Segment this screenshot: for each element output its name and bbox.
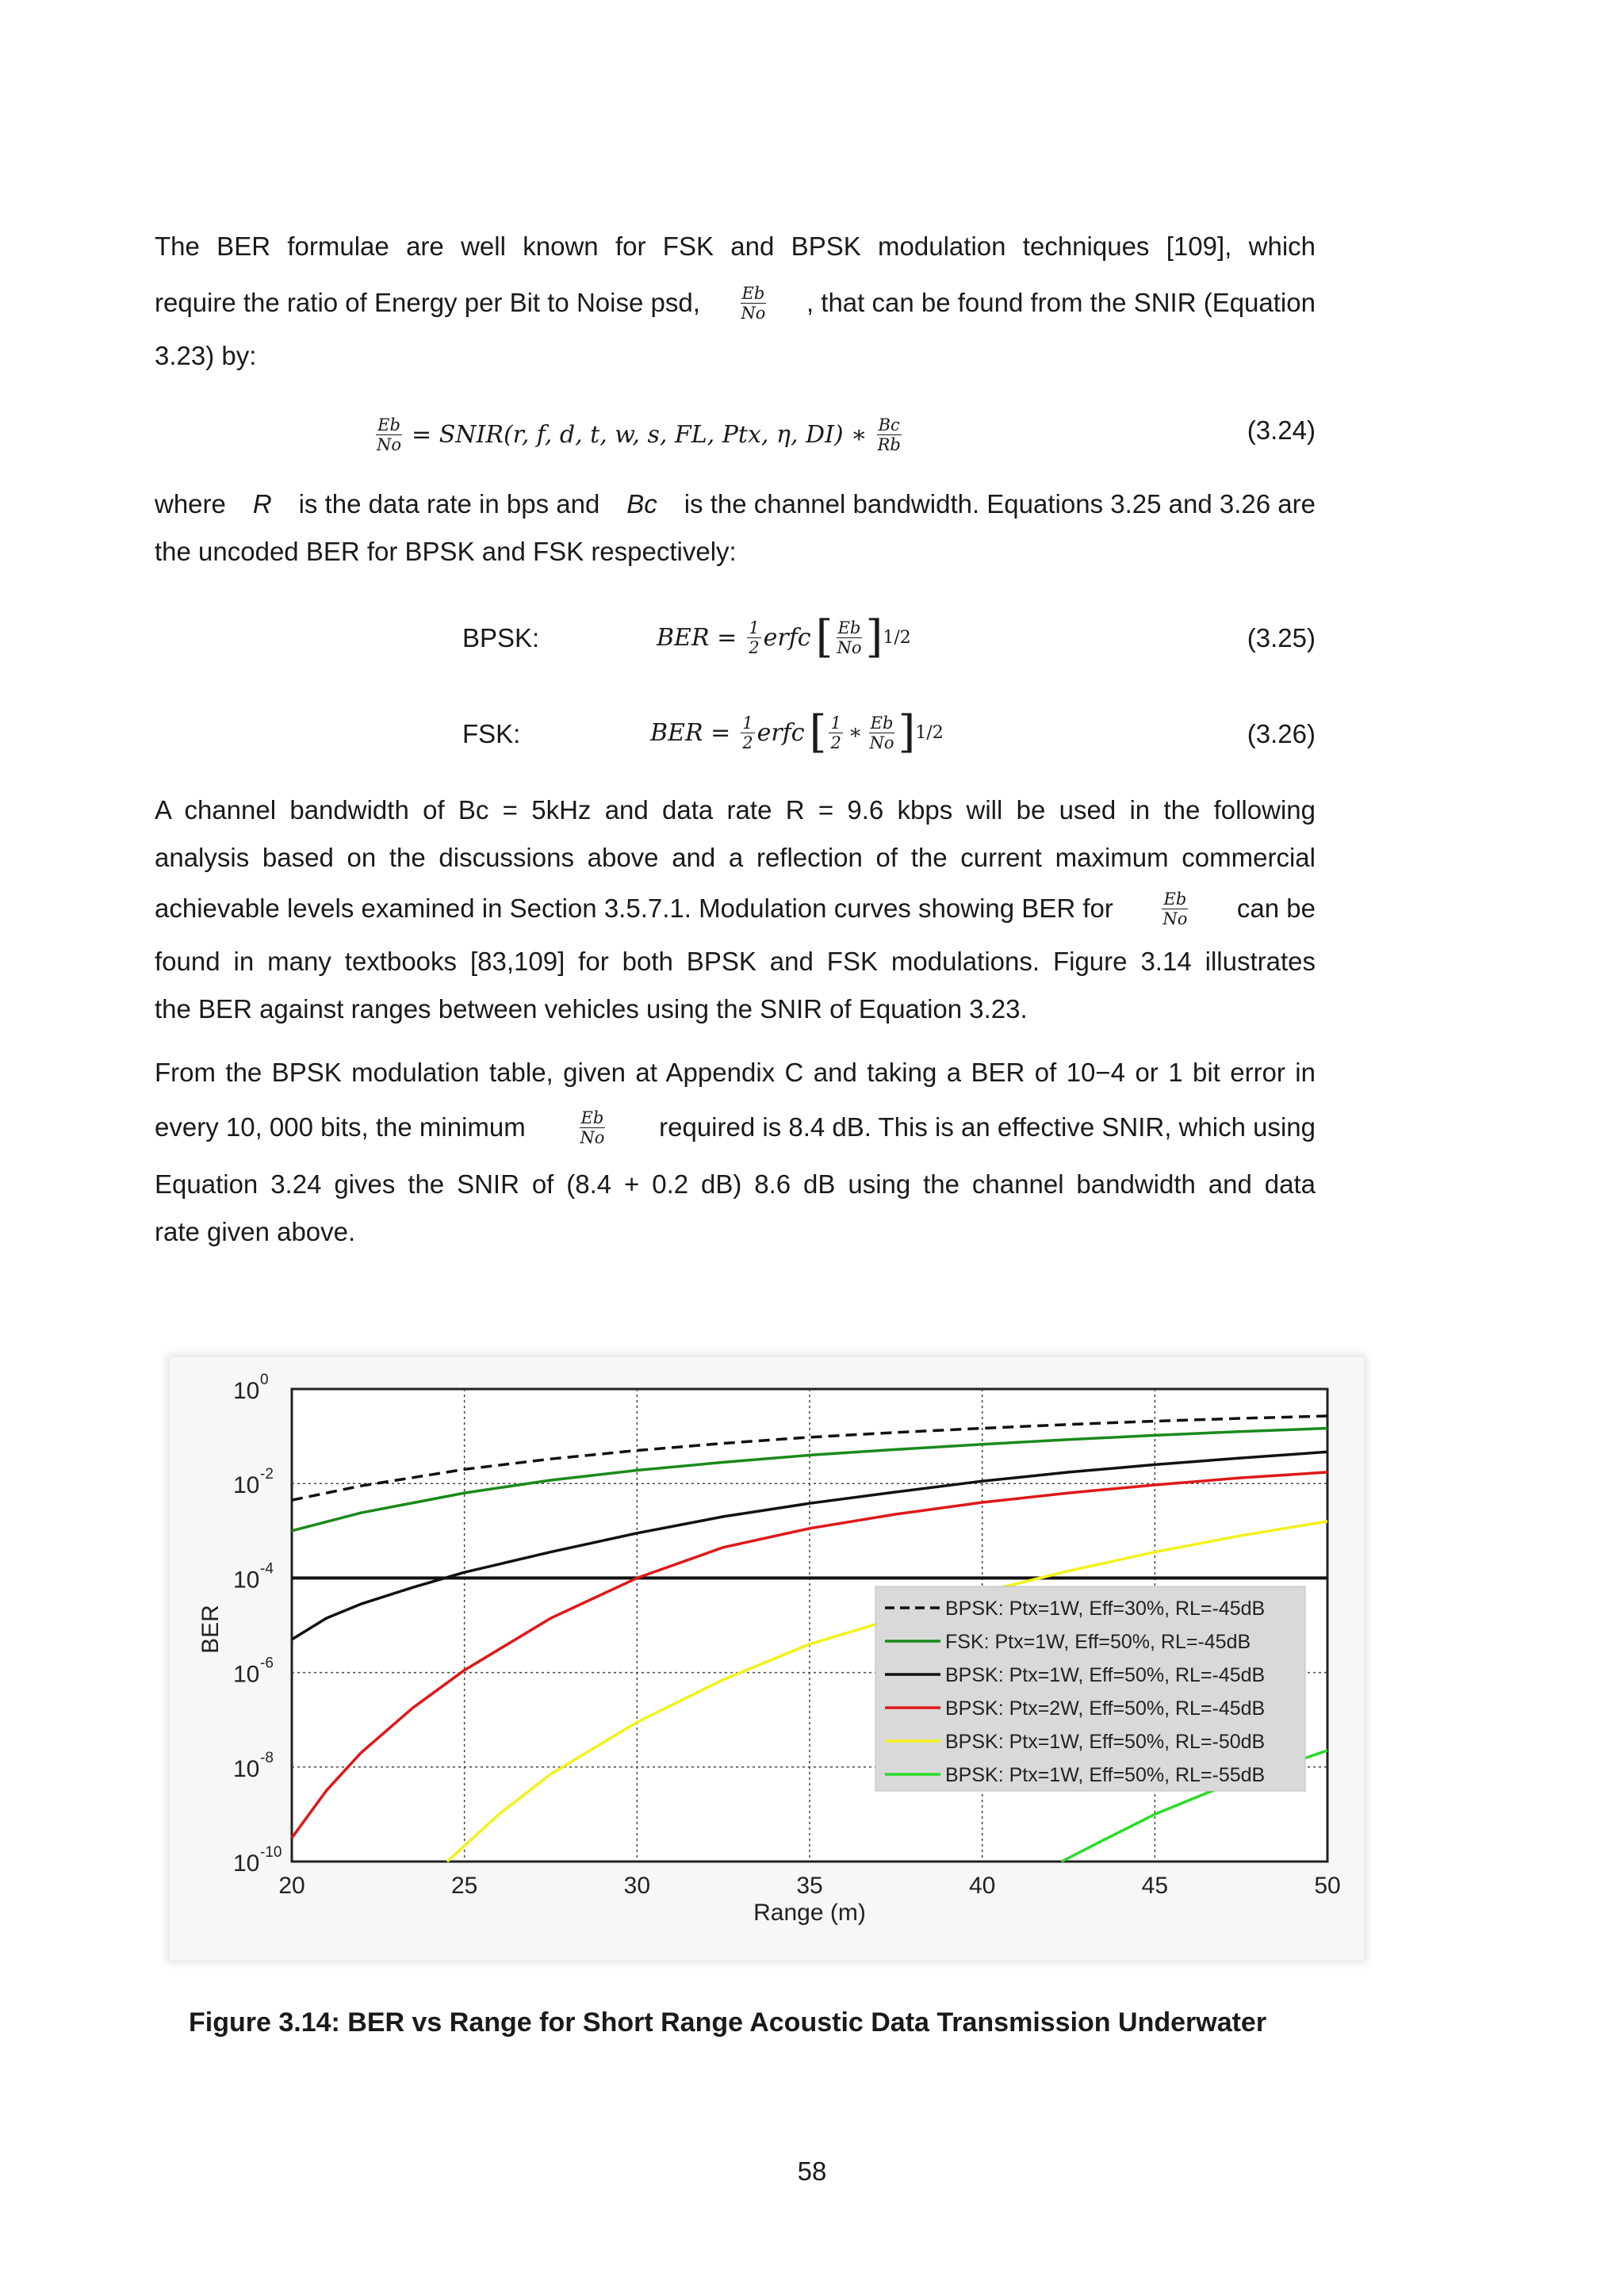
y-tick-label: 10	[233, 1755, 260, 1782]
paragraph-1-line-1: The BER formulae are well known for FSK and BPSK modulation techniques [109], which	[155, 232, 1316, 261]
eq26-erfc: erfc	[756, 718, 805, 747]
equation-number-3-26: (3.26)	[1247, 719, 1316, 748]
y-tick-exponent: -2	[260, 1466, 274, 1483]
y-tick-exponent: -4	[260, 1560, 274, 1578]
paragraph-3-line-5: the BER against ranges between vehicles using the SNIR of Equation 3.23.	[155, 994, 1028, 1024]
y-tick-exponent: -10	[260, 1844, 282, 1861]
eq24-rhs-numerator: Bc	[878, 415, 900, 434]
equation-3-25-label: BPSK:	[462, 623, 540, 652]
fraction-numerator: Eb	[741, 283, 765, 303]
paragraph-4-line-3: Equation 3.24 gives the SNIR of (8.4 + 0.2 dB) 8.6 dB using the channel bandwidth and data	[155, 1169, 1316, 1199]
legend-label-2: FSK: Ptx=1W, Eff=50%, RL=-45dB	[945, 1631, 1251, 1653]
paragraph-4-line-4: rate given above.	[155, 1217, 356, 1246]
p2-word-where: where	[155, 489, 226, 519]
legend-label-3: BPSK: Ptx=1W, Eff=50%, RL=-45dB	[945, 1664, 1266, 1686]
y-tick-label: 10	[233, 1472, 260, 1499]
eq26-left-bracket: [	[809, 706, 827, 758]
eq24-rhs: = SNIR(r, f, d, t, w, s, FL, Ptx, η, DI) ∗	[412, 420, 868, 449]
legend-label-6: BPSK: Ptx=1W, Eff=50%, RL=-55dB	[945, 1764, 1266, 1786]
equation-3-26-label: FSK:	[462, 719, 521, 748]
p4-fraction-den: No	[580, 1127, 605, 1147]
figure-caption: Figure 3.14: BER vs Range for Short Range Acoustic Data Transmission Underwater	[189, 2007, 1267, 2038]
legend-label-5: BPSK: Ptx=1W, Eff=50%, RL=-50dB	[945, 1731, 1266, 1753]
paragraph-3-line-4: found in many textbooks [83,109] for both BPSK and FSK modulations. Figure 3.14 illustrates	[155, 947, 1316, 976]
eq25-half-den: 2	[749, 637, 760, 657]
x-tick-label: 45	[1141, 1873, 1169, 1899]
x-tick-label: 50	[1314, 1873, 1341, 1899]
paragraph-3-line-2: analysis based on the discussions above and a reflection of the current maximum commercial	[155, 843, 1316, 872]
p3-fraction-den: No	[1162, 909, 1188, 928]
eq24-lhs-denominator: No	[377, 434, 402, 454]
eq25-erfc: erfc	[763, 623, 811, 652]
x-tick-label: 40	[968, 1873, 996, 1899]
p2-symbol-r: R	[252, 489, 272, 519]
eq25-half-num: 1	[749, 618, 760, 637]
y-tick-label: 10	[233, 1661, 260, 1688]
paragraph-1-line-2-start: require the ratio of Energy per Bit to Noise psd,	[155, 288, 700, 317]
equation-number-3-25: (3.25)	[1247, 623, 1316, 652]
eq26-inner-num: Eb	[870, 713, 894, 733]
y-tick-label: 10	[233, 1567, 260, 1594]
p4-fraction-num: Eb	[580, 1108, 604, 1127]
paragraph-3-line-1: A channel bandwidth of Bc = 5kHz and data rate R = 9.6 kbps will be used in the following	[155, 795, 1316, 825]
eq25-left-bracket: [	[815, 611, 833, 663]
eq26-inner-den: No	[869, 733, 894, 752]
x-tick-label: 25	[450, 1873, 478, 1899]
eq26-right-bracket: ]	[898, 706, 916, 758]
eq25-right-bracket: ]	[865, 611, 883, 663]
paragraph-2-line-2: the uncoded BER for BPSK and FSK respectively:	[155, 537, 737, 566]
equation-number-3-24: (3.24)	[1247, 415, 1316, 445]
paragraph-1-line-2-end: , that can be found from the SNIR (Equation	[806, 288, 1316, 317]
p2-symbol-bc: Bc	[626, 489, 657, 519]
legend-label-1: BPSK: Ptx=1W, Eff=30%, RL=-45dB	[945, 1598, 1266, 1620]
x-tick-label: 20	[278, 1873, 305, 1899]
eq26-inner-a-num: 1	[830, 713, 841, 733]
eq24-lhs-numerator: Eb	[377, 415, 400, 434]
paragraph-1-line-3: 3.23) by:	[155, 341, 257, 370]
eq25-inner-den: No	[837, 637, 862, 657]
eq24-rhs-denominator: Rb	[877, 434, 901, 454]
eq26-half-num: 1	[742, 713, 753, 733]
eq25-inner-num: Eb	[837, 618, 861, 637]
y-tick-label: 10	[233, 1850, 260, 1877]
eq25-exponent: 1/2	[883, 627, 911, 648]
p4-line-2-start: every 10, 000 bits, the minimum	[155, 1112, 526, 1142]
p3-fraction-num: Eb	[1163, 889, 1187, 909]
eq26-half-den: 2	[742, 733, 753, 752]
y-tick-label: 10	[233, 1378, 260, 1404]
y-tick-exponent: -8	[260, 1749, 274, 1766]
p4-line-2-end: required is 8.4 dB. This is an effective SNIR, which using	[659, 1112, 1316, 1142]
eq26-inner-a-den: 2	[830, 733, 841, 752]
eq26-lhs: BER =	[650, 718, 731, 747]
x-tick-label: 35	[796, 1873, 823, 1899]
p3-line-3-start: achievable levels examined in Section 3.5.7.1. Modulation curves showing BER for	[155, 894, 1113, 923]
x-tick-label: 30	[623, 1873, 651, 1899]
p2-segment-bandwidth: is the channel bandwidth. Equations 3.25 and 3.26 are	[684, 489, 1316, 519]
paragraph-4-line-1: From the BPSK modulation table, given at Appendix C and taking a BER of 10−4 or 1 bit error in	[155, 1058, 1316, 1087]
legend-label-4: BPSK: Ptx=2W, Eff=50%, RL=-45dB	[945, 1697, 1266, 1720]
eq26-times: ∗	[848, 721, 863, 744]
page-number: 58	[797, 2156, 827, 2186]
x-axis-label: Range (m)	[753, 1900, 866, 1926]
eq25-lhs: BER =	[657, 623, 737, 652]
y-tick-exponent: 0	[260, 1372, 269, 1388]
p3-line-3-end: can be	[1236, 894, 1316, 923]
fraction-denominator: No	[741, 303, 766, 323]
eq26-exponent: 1/2	[915, 722, 944, 743]
y-axis-label: BER	[197, 1605, 224, 1654]
y-tick-exponent: -6	[260, 1655, 274, 1672]
p2-segment-data-rate: is the data rate in bps and	[298, 489, 600, 519]
legend	[875, 1586, 1305, 1791]
